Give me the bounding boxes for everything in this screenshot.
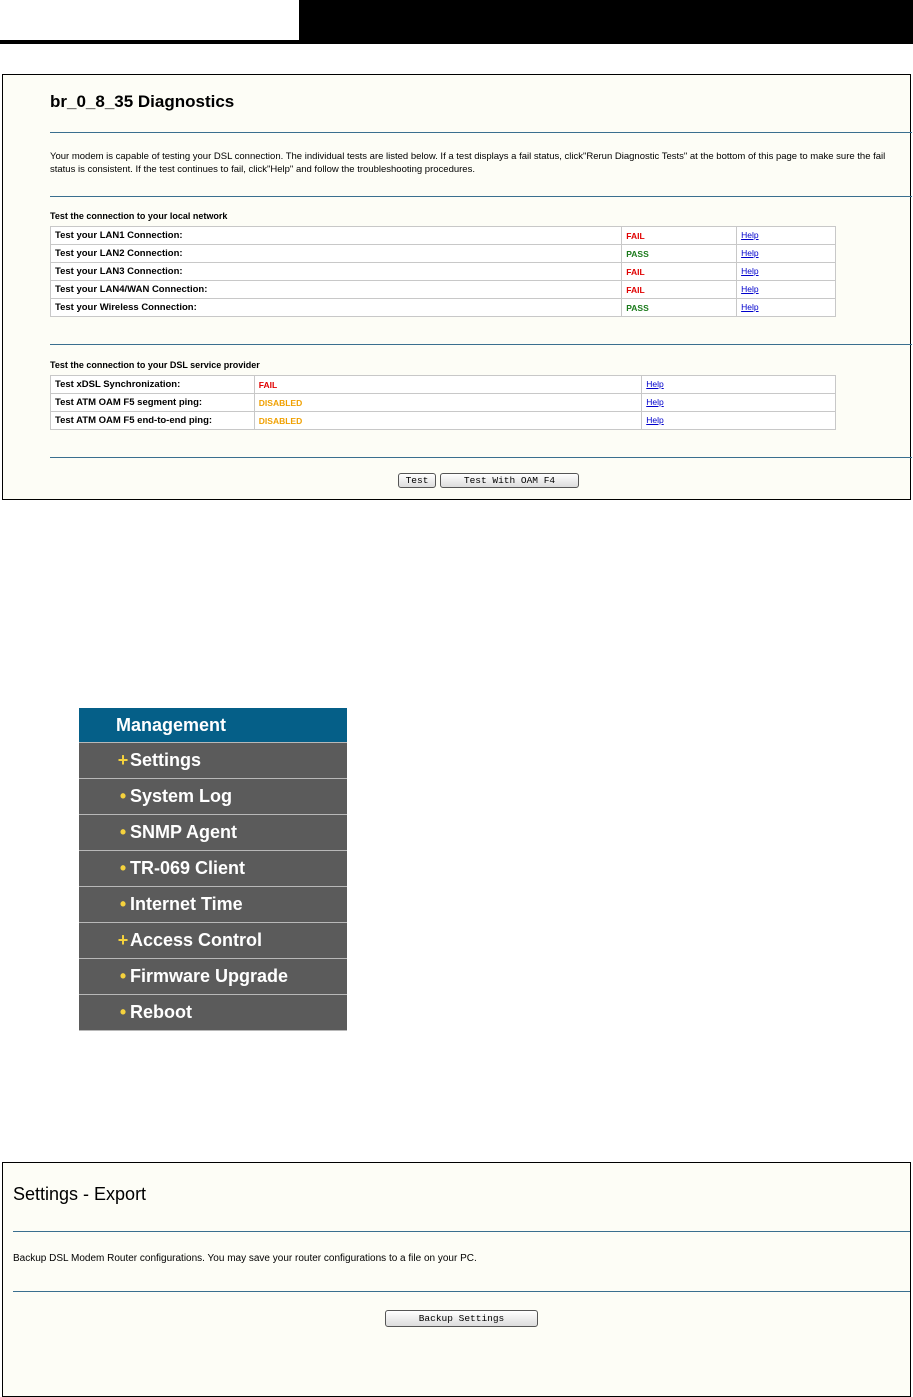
menu-item-label: Reboot <box>130 1002 192 1022</box>
test-label: Test your LAN1 Connection: <box>51 227 622 245</box>
menu-item-settings[interactable] <box>79 743 347 779</box>
test-label: Test your LAN2 Connection: <box>51 245 622 263</box>
diagnostics-title: br_0_8_35 Diagnostics <box>50 92 235 111</box>
bullet-icon: • <box>119 786 127 806</box>
divider <box>13 1291 910 1292</box>
help-link[interactable]: Help <box>646 415 664 425</box>
menu-item-label: SNMP Agent <box>130 822 238 842</box>
divider <box>50 457 912 458</box>
local-network-tests-table <box>50 226 836 317</box>
test-label: Test ATM OAM F5 end-to-end ping: <box>51 412 255 430</box>
table-row <box>51 263 836 281</box>
menu-item-reboot[interactable] <box>79 995 347 1031</box>
table-row <box>51 299 836 317</box>
test-button[interactable]: Test <box>398 473 436 488</box>
menu-item-label: System Log <box>130 786 233 806</box>
menu-item-snmp-agent[interactable] <box>79 815 347 851</box>
test-status: FAIL <box>622 281 737 299</box>
menu-item-firmware-upgrade[interactable] <box>79 959 347 995</box>
menu-item-tr-069-client[interactable] <box>79 851 347 887</box>
test-label: Test ATM OAM F5 segment ping: <box>51 394 255 412</box>
help-link[interactable]: Help <box>646 379 664 389</box>
local-network-section-title: Test the connection to your local network <box>50 211 228 221</box>
bullet-icon: • <box>119 1002 127 1022</box>
test-status: PASS <box>622 245 737 263</box>
page-header-bar <box>299 0 913 40</box>
menu-item-label: Internet Time <box>130 894 243 914</box>
test-status: FAIL <box>622 227 737 245</box>
help-link[interactable]: Help <box>741 302 759 312</box>
bullet-icon: • <box>119 894 127 914</box>
menu-item-label: Firmware Upgrade <box>130 966 289 986</box>
page-header-rule <box>0 40 913 44</box>
bullet-icon: • <box>119 858 127 878</box>
diagnostics-description: Your modem is capable of testing your DSL connection. The individual tests are listed below. If a test displays a fail status, click"Rerun Diagnostic Tests" at the bottom of this page to make sure the fail status is consistent. If the test continues to fail, click"Help" and follow the troubleshooting procedures. <box>50 151 886 175</box>
settings-export-panel <box>2 1162 911 1397</box>
table-row <box>51 394 836 412</box>
menu-item-label: TR-069 Client <box>130 858 246 878</box>
help-link[interactable]: Help <box>741 284 759 294</box>
backup-settings-button[interactable]: Backup Settings <box>385 1310 538 1327</box>
bullet-icon: • <box>119 966 127 986</box>
test-label: Test xDSL Synchronization: <box>51 376 255 394</box>
test-label: Test your Wireless Connection: <box>51 299 622 317</box>
plus-icon: + <box>117 930 129 950</box>
menu-item-label: Settings <box>130 750 202 770</box>
export-title: Settings - Export <box>13 1184 147 1204</box>
help-link[interactable]: Help <box>646 397 664 407</box>
menu-header-management[interactable]: Management <box>79 708 347 743</box>
bullet-icon: • <box>119 822 127 842</box>
test-status: FAIL <box>622 263 737 281</box>
test-status: PASS <box>622 299 737 317</box>
test-label: Test your LAN4/WAN Connection: <box>51 281 622 299</box>
test-status: DISABLED <box>254 394 641 412</box>
help-link[interactable]: Help <box>741 266 759 276</box>
menu-item-access-control[interactable] <box>79 923 347 959</box>
test-status: DISABLED <box>254 412 641 430</box>
help-link[interactable]: Help <box>741 248 759 258</box>
plus-icon: + <box>117 750 129 770</box>
management-menu <box>79 708 347 1031</box>
divider <box>50 196 912 197</box>
export-description: Backup DSL Modem Router configurations. You may save your router configurations to a file on your PC. <box>13 1253 477 1264</box>
menu-item-label: Access Control <box>130 930 263 950</box>
table-row <box>51 227 836 245</box>
menu-item-system-log[interactable] <box>79 779 347 815</box>
help-link[interactable]: Help <box>741 230 759 240</box>
test-label: Test your LAN3 Connection: <box>51 263 622 281</box>
dsl-provider-tests-table <box>50 375 836 430</box>
table-row <box>51 412 836 430</box>
dsl-provider-section-title: Test the connection to your DSL service provider <box>50 360 260 370</box>
diagnostics-panel <box>2 74 911 500</box>
table-row <box>51 245 836 263</box>
test-status: FAIL <box>254 376 641 394</box>
divider <box>50 344 912 345</box>
divider <box>13 1231 910 1232</box>
divider <box>50 132 912 133</box>
test-with-oam-f4-button[interactable]: Test With OAM F4 <box>440 473 579 488</box>
table-row <box>51 281 836 299</box>
table-row <box>51 376 836 394</box>
menu-item-internet-time[interactable] <box>79 887 347 923</box>
